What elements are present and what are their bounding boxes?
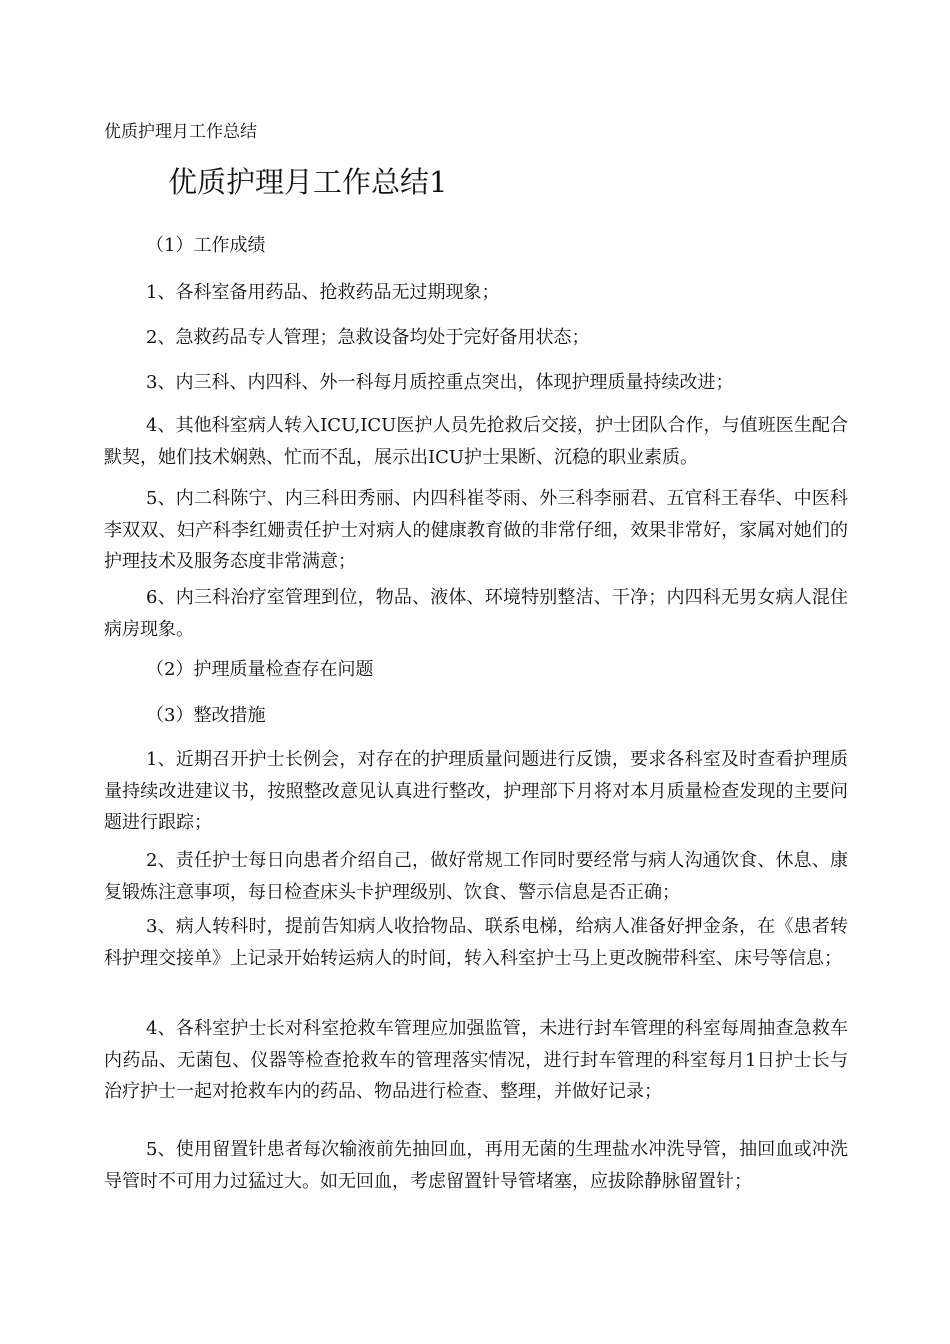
measure-item-1: 1、近期召开护士长例会，对存在的护理质量问题进行反馈，要求各科室及时查看护理质量持续改进建议书，按照整改意见认真进行整改，护理部下月将对本月质量检查发现的主要问题进行跟踪； — [104, 749, 848, 833]
document-title: 优质护理月工作总结1 — [168, 165, 448, 199]
measure-item-3: 3、病人转科时，提前告知病人收拾物品、联系电梯，给病人准备好押金条，在《患者转科护理交接单》上记录开始转运病人的时间，转入科室护士马上更改腕带科室、床号等信息； — [104, 916, 848, 969]
achievement-item-5: 5、内二科陈宁、内三科田秀丽、内四科崔苓雨、外三科李丽君、五官科王春华、中医科李双双、妇产科李红姗责任护士对病人的健康教育做的非常仔细，效果非常好，家属对她们的护理技术及服务态度非常满意； — [104, 488, 848, 572]
section-heading-measures: （3）整改措施 — [146, 705, 266, 726]
achievement-item-3: 3、内三科、内四科、外一科每月质控重点突出，体现护理质量持续改进； — [146, 372, 734, 393]
measure-item-5: 5、使用留置针患者每次输液前先抽回血，再用无菌的生理盐水冲洗导管，抽回血或冲洗导管时不可用力过猛过大。如无回血，考虑留置针导管堵塞，应拔除静脉留置针； — [104, 1139, 848, 1192]
achievement-item-1: 1、各科室备用药品、抢救药品无过期现象； — [146, 282, 500, 303]
achievement-item-6: 6、内三科治疗室管理到位，物品、液体、环境特别整洁、干净；内四科无男女病人混住病房现象。 — [104, 587, 848, 640]
section-heading-achievements: （1）工作成绩 — [146, 235, 266, 256]
measure-item-2: 2、责任护士每日向患者介绍自己，做好常规工作同时要经常与病人沟通饮食、休息、康复锻炼注意事项，每日检查床头卡护理级别、饮食、警示信息是否正确； — [104, 850, 848, 903]
section-heading-problems: （2）护理质量检查存在问题 — [146, 659, 374, 680]
document-header: 优质护理月工作总结 — [104, 122, 257, 142]
achievement-item-4: 4、其他科室病人转入ICU,ICU医护人员先抢救后交接，护士团队合作，与值班医生配合默契，她们技术娴熟、忙而不乱，展示出ICU护士果断、沉稳的职业素质。 — [104, 415, 848, 468]
measure-item-4: 4、各科室护士长对科室抢救车管理应加强监管，未进行封车管理的科室每周抽查急救车内药品、无菌包、仪器等检查抢救车的管理落实情况，进行封车管理的科室每月1日护士长与治疗护士一起对抢救车内的药品、物品进行检查、整理，并做好记录； — [104, 1018, 848, 1102]
achievement-item-2: 2、急救药品专人管理；急救设备均处于完好备用状态； — [146, 327, 590, 348]
